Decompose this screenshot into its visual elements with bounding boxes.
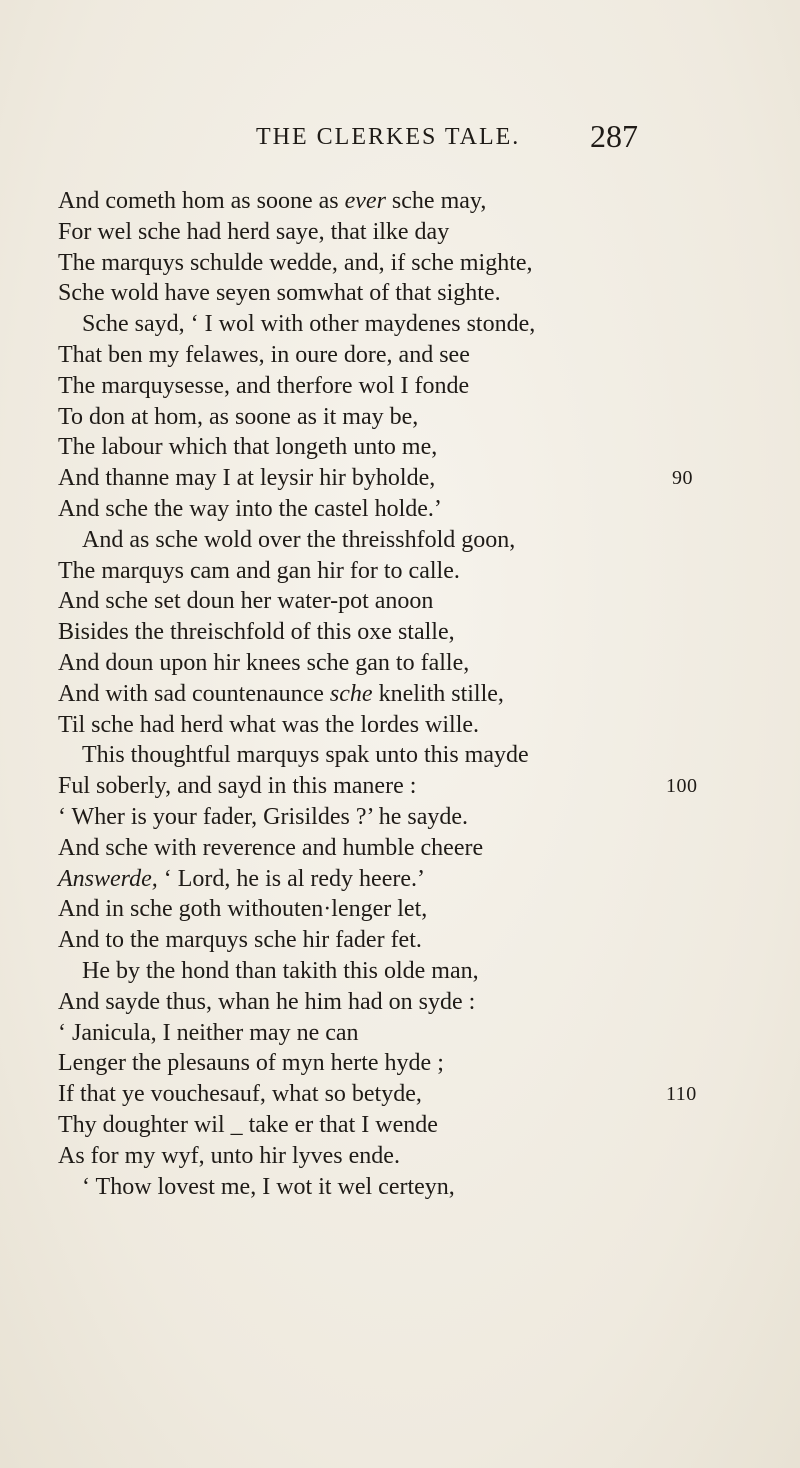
verse-text-run: And sche set doun her water-pot anoon	[58, 588, 434, 615]
verse-line	[58, 494, 738, 525]
verse-text-run: And to the marquys sche hir fader fet.	[58, 927, 422, 954]
verse-italic-text: sche	[329, 680, 373, 707]
verse-line	[58, 1079, 738, 1110]
verse-text-run: And sche the way into the castel holde.’	[58, 495, 442, 522]
line-number: 90	[672, 467, 693, 490]
verse-text-run: For wel sche had herd saye, that ilke day	[58, 218, 450, 245]
verse-text-run: Bisides the threischfold of this oxe stalle,	[58, 619, 455, 646]
verse-line	[58, 463, 738, 494]
verse-text	[58, 186, 738, 1202]
verse-line	[58, 217, 738, 248]
verse-text-run: Lenger the plesauns of myn herte hyde ;	[58, 1050, 444, 1077]
verse-line	[58, 402, 738, 433]
verse-line	[58, 648, 738, 679]
verse-line	[58, 248, 738, 279]
verse-line	[58, 802, 738, 833]
verse-line	[58, 586, 738, 617]
verse-line	[58, 987, 738, 1018]
verse-line	[58, 1141, 738, 1172]
running-head	[70, 118, 730, 164]
verse-text-run: knelith stille,	[372, 680, 504, 707]
verse-italic-text: Answerde,	[58, 865, 158, 892]
verse-text-run: Sche wold have seyen somwhat of that sighte.	[58, 280, 501, 307]
verse-line	[58, 925, 738, 956]
verse-text-run: And thanne may I at leysir hir byholde,	[58, 465, 436, 492]
verse-text-run: That ben my felawes, in oure dore, and see	[58, 341, 470, 368]
line-number: 110	[666, 1083, 697, 1106]
verse-line	[58, 833, 738, 864]
verse-text-run: And sayde thus, whan he him had on syde :	[58, 988, 476, 1015]
verse-line	[58, 525, 738, 556]
verse-text-run: And doun upon hir knees sche gan to falle,	[58, 649, 470, 676]
verse-text-run: ‘ Thow lovest me, I wot it wel certeyn,	[82, 1173, 455, 1200]
verse-text-run: To don at hom, as soone as it may be,	[58, 403, 419, 430]
verse-text-run: As for my wyf, unto hir lyves ende.	[58, 1142, 400, 1169]
verse-text-run: The marquys cam and gan hir for to calle.	[58, 557, 460, 584]
verse-text-run: The marquys schulde wedde, and, if sche mighte,	[58, 249, 533, 276]
verse-line	[58, 432, 738, 463]
verse-text-run: He by the hond than takith this olde man,	[82, 957, 479, 984]
verse-text-run: The marquysesse, and therfore wol I fonde	[58, 372, 470, 399]
verse-text-run: ‘ Lord, he is al redy heere.’	[157, 865, 425, 892]
verse-text-run: If that ye vouchesauf, what so betyde,	[58, 1081, 422, 1108]
verse-line	[58, 340, 738, 371]
verse-line	[58, 710, 738, 741]
verse-line	[58, 740, 738, 771]
verse-text-run: This thoughtful marquys spak unto this mayde	[82, 742, 529, 769]
verse-italic-text: ever	[344, 188, 386, 214]
verse-text-run: Thy doughter wil _ take er that I wende	[58, 1111, 438, 1138]
verse-text-run: And in sche goth withouten·lenger let,	[58, 896, 428, 923]
verse-text-run: ‘ Janicula, I neither may ne can	[58, 1019, 359, 1046]
verse-text-run: sche may,	[385, 188, 487, 214]
verse-line	[58, 1048, 738, 1079]
verse-line	[58, 1172, 738, 1203]
page-number: 287	[590, 118, 638, 154]
verse-text-run: And as sche wold over the threisshfold goon,	[82, 526, 516, 553]
verse-text-run: The labour which that longeth unto me,	[58, 434, 438, 461]
line-number: 100	[666, 775, 698, 798]
running-title: THE CLERKES TALE.	[256, 124, 521, 150]
verse-text-run: And with sad countenaunce	[58, 680, 330, 707]
verse-line	[58, 617, 738, 648]
verse-line	[58, 371, 738, 402]
verse-text-run: Ful soberly, and sayd in this manere :	[58, 773, 417, 800]
verse-line	[58, 679, 738, 710]
verse-line	[58, 309, 738, 340]
verse-line	[58, 771, 738, 802]
verse-text-run: And cometh hom as soone as	[58, 188, 345, 214]
verse-line	[58, 278, 738, 309]
verse-line	[58, 864, 738, 895]
verse-text-run: And sche with reverence and humble cheere	[58, 834, 484, 861]
verse-line	[58, 894, 738, 925]
verse-line	[58, 1018, 738, 1049]
verse-text-run: Til sche had herd what was the lordes wille.	[58, 711, 480, 738]
verse-text-run: ‘ Wher is your fader, Grisildes ?’ he sayde.	[58, 803, 469, 830]
verse-line	[58, 556, 738, 587]
verse-line	[58, 186, 738, 217]
verse-line	[58, 956, 738, 987]
verse-line	[58, 1110, 738, 1141]
verse-text-run: Sche sayd, ‘ I wol with other maydenes stonde,	[82, 311, 536, 338]
